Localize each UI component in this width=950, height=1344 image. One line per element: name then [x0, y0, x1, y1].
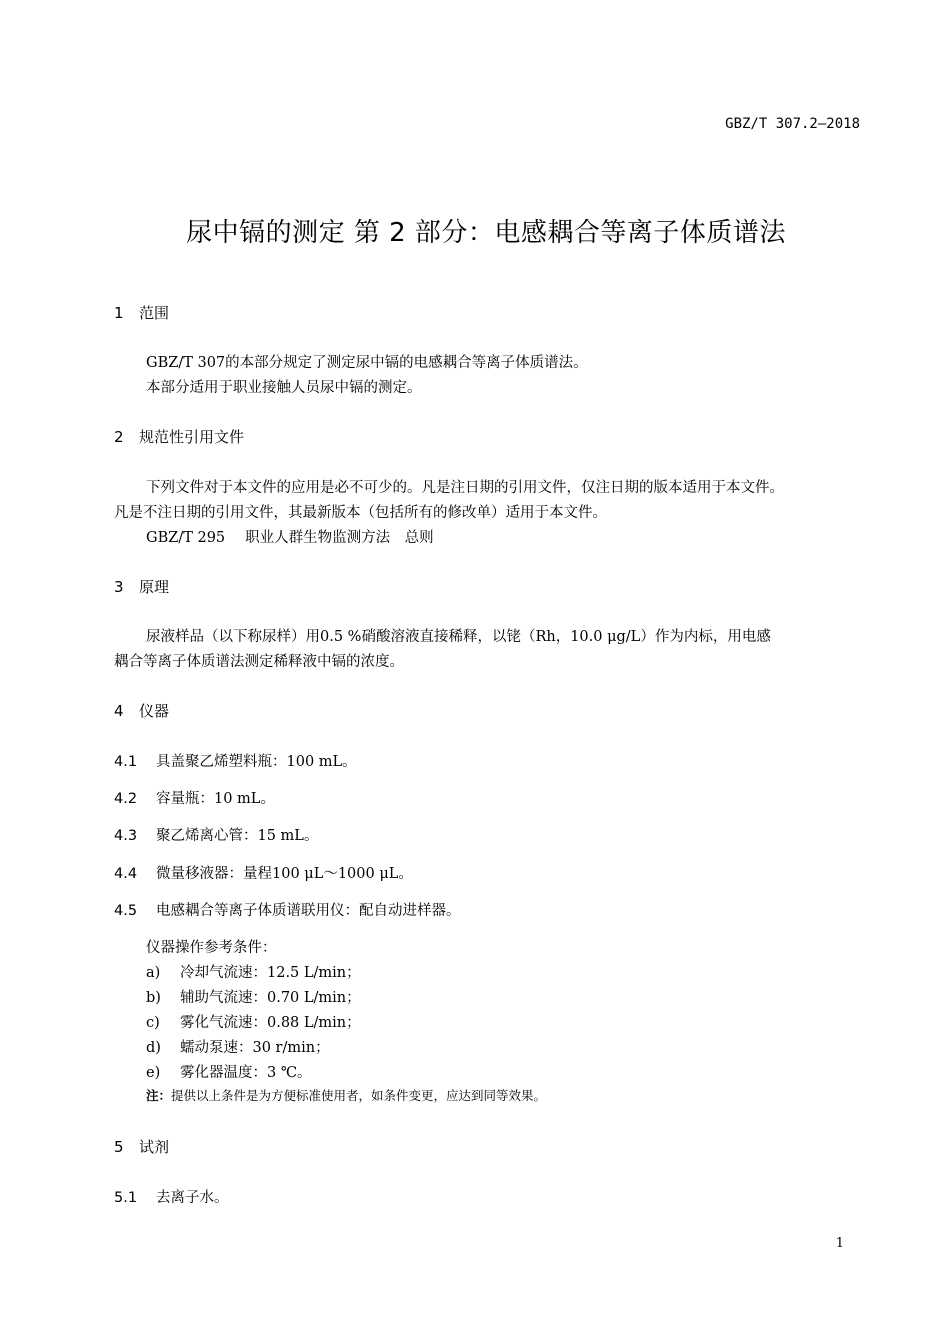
document-title: 尿中镉的测定 第 2 部分：电感耦合等离子体质谱法 [186, 218, 786, 248]
note-text: 提供以上条件是为方便标准使用者，如条件变更，应达到同等效果。 [171, 1088, 547, 1103]
clause-text: 微量移液器：量程100 μL～1000 μL。 [156, 866, 413, 882]
section-number: 4 [114, 702, 124, 720]
section-title: 范围 [139, 304, 170, 322]
clause-4-1 [114, 750, 357, 771]
condition-item-d [146, 1036, 330, 1057]
section-number: 5 [114, 1138, 124, 1156]
section-title: 试剂 [139, 1138, 170, 1156]
section-heading-reagents [114, 1136, 169, 1157]
scope-paragraph-1: GBZ/T 307的本部分规定了测定尿中镉的电感耦合等离子体质谱法。 [146, 355, 588, 371]
condition-item-c [146, 1011, 361, 1032]
section-number: 1 [114, 304, 124, 322]
references-paragraph-line-2: 凡是不注日期的引用文件，其最新版本（包括所有的修改单）适用于本文件。 [114, 505, 607, 521]
condition-text: 雾化器温度：3 ℃。 [180, 1065, 312, 1081]
clause-4-3 [114, 824, 318, 845]
clause-text: 去离子水。 [156, 1190, 229, 1206]
clause-number: 5.1 [114, 1190, 138, 1206]
clause-text: 具盖聚乙烯塑料瓶：100 mL。 [156, 754, 357, 770]
scope-paragraph-2: 本部分适用于职业接触人员尿中镉的测定。 [146, 380, 422, 396]
reference-code: GBZ/T 295 [146, 530, 226, 546]
clause-number: 4.2 [114, 791, 138, 807]
section-heading-apparatus [114, 700, 169, 721]
condition-text: 冷却气流速：12.5 L/min； [180, 965, 361, 981]
clause-text: 容量瓶：10 mL。 [156, 791, 275, 807]
clause-4-5 [114, 899, 461, 920]
clause-number: 4.3 [114, 828, 138, 844]
conditions-intro: 仪器操作参考条件： [146, 940, 277, 956]
section-heading-principle [114, 576, 169, 597]
principle-line-2: 耦合等离子体质谱法测定稀释液中镉的浓度。 [114, 654, 404, 670]
condition-text: 辅助气流速：0.70 L/min； [180, 990, 361, 1006]
references-paragraph-line-1: 下列文件对于本文件的应用是必不可少的。凡是注日期的引用文件，仅注日期的版本适用于本文件。 [146, 480, 784, 496]
page-number: 1 [835, 1236, 844, 1251]
clause-number: 4.5 [114, 903, 138, 919]
condition-item-a [146, 961, 361, 982]
section-title: 原理 [139, 578, 170, 596]
list-marker: d) [146, 1040, 161, 1056]
section-heading-scope [114, 302, 169, 323]
condition-item-b [146, 986, 361, 1007]
clause-5-1 [114, 1186, 229, 1207]
clause-text: 电感耦合等离子体质谱联用仪：配自动进样器。 [156, 903, 461, 919]
clause-number: 4.1 [114, 754, 138, 770]
apparatus-note [146, 1086, 546, 1104]
list-marker: c) [146, 1015, 160, 1031]
section-heading-normative-references [114, 426, 244, 447]
standard-number: GBZ/T 307.2—2018 [725, 116, 860, 132]
section-title: 仪器 [139, 702, 170, 720]
principle-line-1: 尿液样品（以下称尿样）用0.5 %硝酸溶液直接稀释，以铑（Rh，10.0 μg/L）作为内标，用电感 [146, 629, 771, 645]
condition-text: 雾化气流速：0.88 L/min； [180, 1015, 361, 1031]
list-marker: a) [146, 965, 161, 981]
reference-entry [146, 526, 434, 547]
list-marker: e) [146, 1065, 161, 1081]
section-number: 2 [114, 428, 124, 446]
clause-text: 聚乙烯离心管：15 mL。 [156, 828, 319, 844]
clause-4-4 [114, 862, 413, 883]
section-title: 规范性引用文件 [139, 428, 245, 446]
list-marker: b) [146, 990, 161, 1006]
section-number: 3 [114, 578, 124, 596]
clause-4-2 [114, 787, 275, 808]
condition-text: 蠕动泵速：30 r/min； [180, 1040, 330, 1056]
clause-number: 4.4 [114, 866, 138, 882]
reference-title: 职业人群生物监测方法 总则 [245, 530, 434, 546]
note-label: 注： [146, 1088, 172, 1103]
condition-item-e [146, 1061, 312, 1082]
